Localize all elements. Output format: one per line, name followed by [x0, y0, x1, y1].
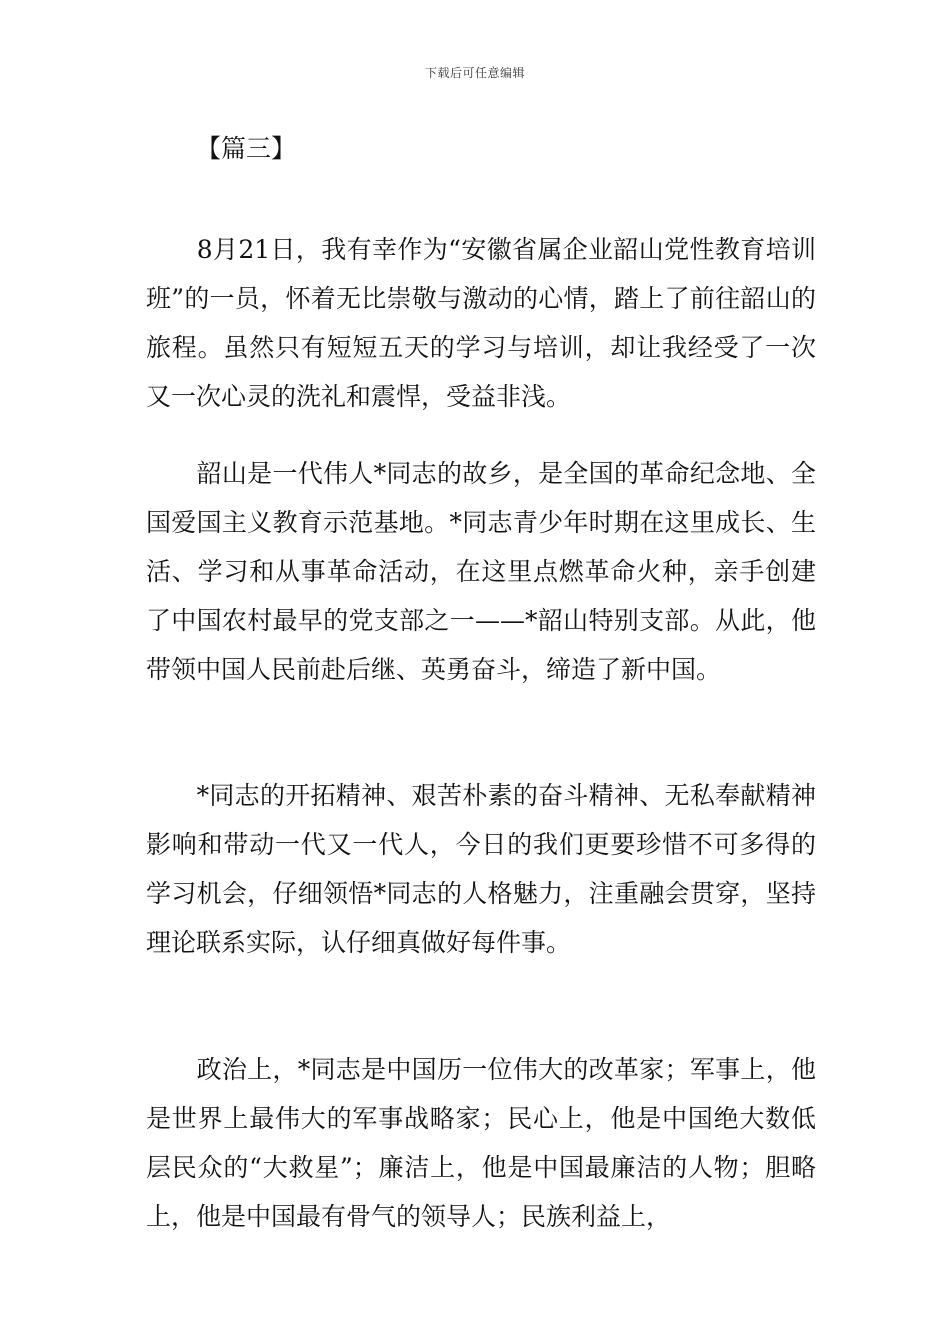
paragraph-1: 8月21日，我有幸作为“安徽省属企业韶山党性教育培训班”的一员，怀着无比崇敬与激动的心情，踏上了前往韶山的旅程。虽然只有短短五天的学习与培训，却让我经受了一次又一次心灵的洗礼和震悍，受益非浅。 — [146, 235, 816, 411]
page-header: 下载后可任意编辑 — [424, 66, 525, 80]
paragraph-4: 政治上，*同志是中国历一位伟大的改革家；军事上，他是世界上最伟大的军事战略家；民心上，他是中国绝大数低层民众的“大救星”；廉洁上，他是中国最廉洁的人物；胆略上，他是中国最有骨气的领导人；民族利益上， — [146, 1055, 816, 1231]
paragraph-3: *同志的开拓精神、艰苦朴素的奋斗精神、无私奉献精神影响和带动一代又一代人，今日的我们更要珍惜不可多得的学习机会，仔细领悟*同志的人格魅力，注重融会贯穿，坚持理论联系实际，认仔细真做好每件事。 — [146, 781, 816, 957]
paragraph-2: 韶山是一代伟人*同志的故乡，是全国的革命纪念地、全国爱国主义教育示范基地。*同志青少年时期在这里成长、生活、学习和从事革命活动，在这里点燃革命火种，亲手创建了中国农村最早的党支部之一——*韶山特别支部。从此，他带领中国人民前赴后继、英勇奋斗，缔造了新中国。 — [146, 459, 816, 684]
section-title: 【篇三】 — [196, 134, 297, 163]
